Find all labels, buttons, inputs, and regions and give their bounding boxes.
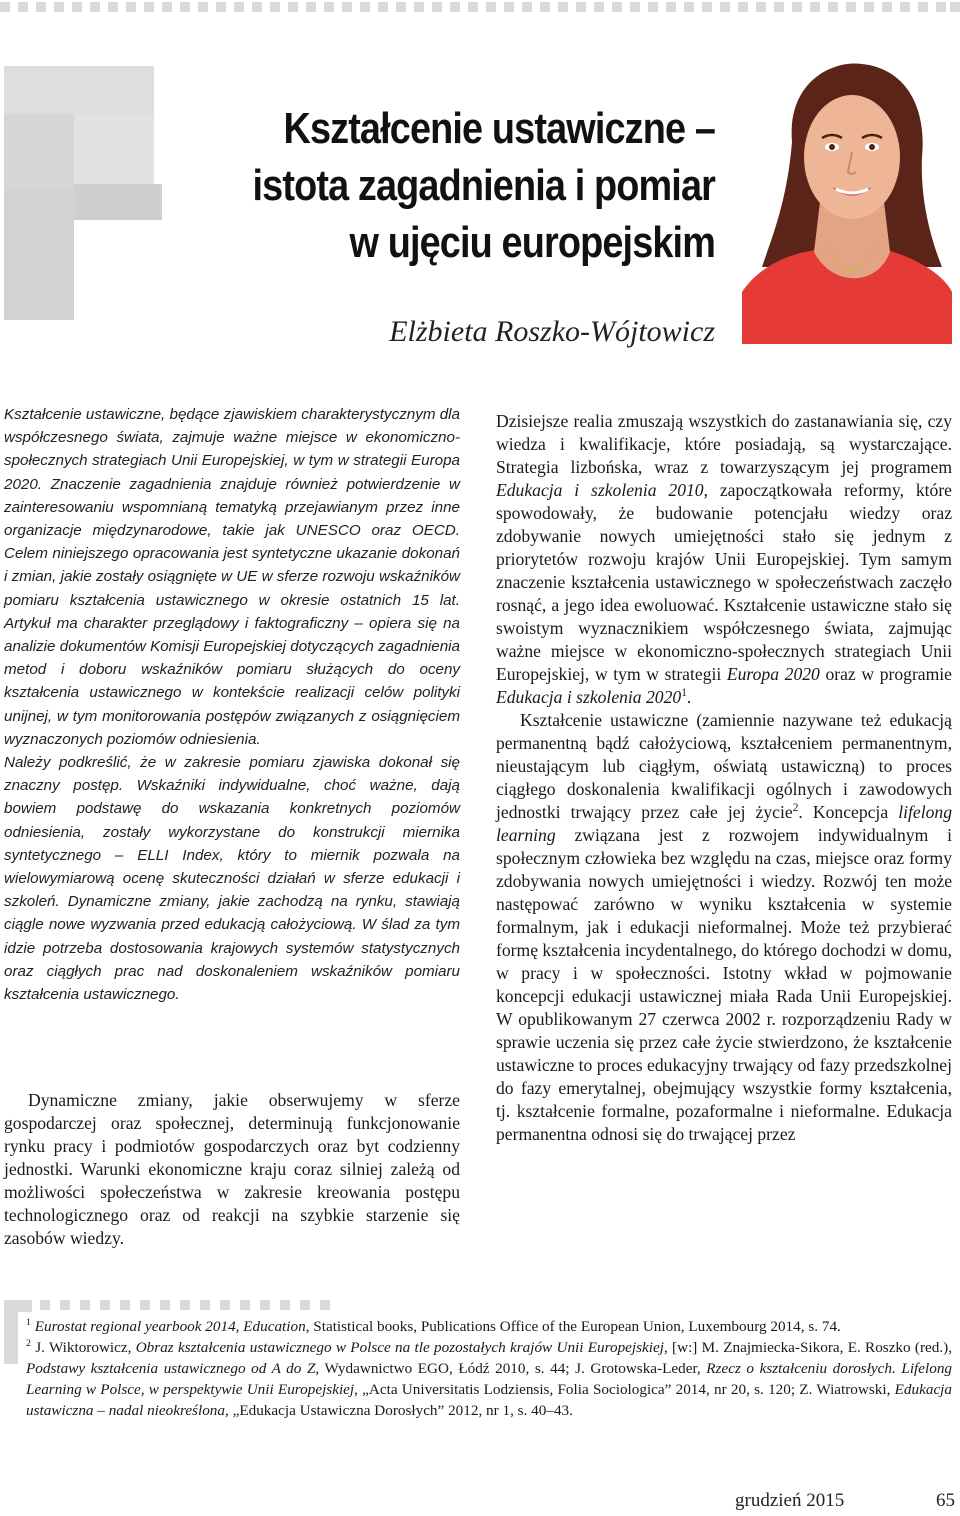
page-number: 65 bbox=[936, 1490, 955, 1511]
decorative-block bbox=[74, 114, 154, 184]
text-run: Kształcenie ustawiczne (zamiennie nazywane też edukacją permanentną bądź całożyciową, kształceniem permanentnym, nieustającym lub ciągłym, oświatą ustawiczną) to proces ciągłego doskonalenia kwalifikacji ogólnych i zawodowych jednostki trwający przez całe jej życie bbox=[496, 710, 952, 822]
text-run: J. Wiktorowicz, bbox=[35, 1339, 136, 1356]
text-run: , Statistical books, Publications Office of the European Union, Luxembourg 2014, s. 74. bbox=[305, 1318, 841, 1335]
text-run: . bbox=[686, 687, 692, 707]
text-run-italic: Obraz kształcenia ustawicznego w Polsce na tle pozostałych krajów Unii Europejskiej bbox=[135, 1339, 664, 1356]
text-run-italic: Edukacja i szkolenia 2020 bbox=[496, 687, 682, 707]
body-paragraph bbox=[496, 709, 952, 1146]
text-run: . Koncepcja bbox=[798, 802, 899, 822]
body-right-column bbox=[496, 410, 952, 1146]
portrait-illustration bbox=[742, 52, 952, 344]
article-title: Kształcenie ustawiczne – istota zagadnienia i pomiar w ujęciu europejskim bbox=[252, 104, 715, 267]
footnote-ref: 1 bbox=[681, 687, 687, 700]
text-run-italic: Edukacja ustawiczna – nadal nieokreślona bbox=[26, 1381, 952, 1419]
body-paragraph: Dynamiczne zmiany, jakie obserwujemy w sferze gospodarczej oraz społecznej, determinują funkcjonowanie rynku pracy i podmiotów gospodarczych oraz byt codzienny jednostki. Warunki ekonomiczne kraju coraz silniej zależą od możliwości społeczeństwa w zakresie kreowania postępu technologicznego oraz od reakcji na szybkie starzenie się zasobów wiedzy. bbox=[4, 1090, 460, 1248]
decorative-block bbox=[4, 66, 154, 114]
text-run-italic: Europa 2020 bbox=[726, 664, 820, 684]
author-photo bbox=[742, 52, 952, 344]
body-left-column bbox=[4, 1089, 460, 1250]
decorative-block bbox=[4, 1312, 18, 1364]
text-run-italic: Eurostat regional yearbook 2014, Education bbox=[34, 1318, 306, 1335]
text-run-italic: lifelong learning bbox=[496, 802, 952, 845]
text-run: związana jest z rozwojem indywidualnym i społecznym człowieka bez względu na czas, miejsce oraz formy zdobywania nowych umiejętności i wiedzy. Rozwój ten może następować zarówno w wyniku kształcenia w systemie formalnym, jak i edukacji nieformalnej. Może też przybierać formę kształcenia incydentalnego, do którego dochodzi w domu, w pracy i w społeczności. Istotny wkład w pojmowanie koncepcji edukacji ustawicznej miała Rada Unii Europejskiej. W opublikowanym 27 czerwca 2002 r. rozporządzeniu Rady w sprawie uczenia się przez całe życie stwierdzono, że kształcenie ustawiczne to proces edukacyjny trwający od fazy przedszkolnej do fazy emerytalnej, obejmujący wszystkie formy kształcenia, tj. kształcenie formalne, pozaformalne i nieformalne. Edukacja permanentna odnosi się do trwającej przez bbox=[496, 825, 952, 1144]
text-run: , zapoczątkowała reformy, które spowodowały, że budowanie potencjału wiedzy oraz zdobywanie nowych umiejętności stało się jednym z priorytetów rozwoju krajów Unii Europejskiej. Tym samym znaczenie kształcenia ustawicznego w społeczeństwach zaczęło rosnąć, a jego idea ewoluować. Kształcenie ustawiczne stało się swoistym wyznacznikiem współczesnego świata, zajmując ważne miejsce w ekonomiczno-społecznych strategiach Unii Europejskiej, w tym w strategii bbox=[496, 480, 952, 684]
body-paragraph bbox=[496, 410, 952, 709]
footnote-1 bbox=[26, 1316, 952, 1337]
text-run: , „Acta Universitatis Lodziensis, Folia Sociologica” 2014, nr 20, s. 120; Z. Wiatrowski, bbox=[354, 1381, 895, 1398]
footnote-2 bbox=[26, 1337, 952, 1421]
page-footer bbox=[735, 1490, 957, 1512]
text-run: , Wydawnictwo EGO, Łódź 2010, s. 44; J. Grotowska-Leder, bbox=[315, 1360, 707, 1377]
footnote-ref: 2 bbox=[792, 802, 799, 815]
text-run: , [w:] M. Znajmiecka-Sikora, E. Roszko (red.), bbox=[663, 1339, 953, 1356]
abstract-paragraph: Należy podkreślić, że w zakresie pomiaru zjawiska dokonał się znaczny postęp. Wskaźniki indywidualne, choć ważne, dają bowiem podstawę do wskazania konkretnych poziomów odniesienia, zostały wykorzystane do konstrukcji miernika syntetycznego – ELLI Index, który to miernik pozwala na wielowymiarową ocenę skuteczności działań w sferze edukacji i szkoleń. Dynamiczne zmiany, jakie zachodzą na rynku, stawiają ciągle nowe wyzwania przed edukacją całożyciową. W ślad za tym idzie potrzeba dostosowania krajowych systemów statystycznych oraz ciągłych prac nad doskonaleniem wskaźników pomiaru kształcenia ustawicznego. bbox=[4, 754, 460, 1004]
article-abstract bbox=[4, 403, 460, 1006]
footnote-number: 2 bbox=[26, 1337, 31, 1349]
footnote-decorative-strip bbox=[4, 1300, 344, 1312]
top-decorative-strip bbox=[0, 0, 960, 14]
text-run: , „Edukacja Ustawiczna Dorosłych” 2012, nr 1, s. 40–43. bbox=[224, 1402, 573, 1419]
footnotes bbox=[26, 1316, 952, 1421]
abstract-paragraph: Kształcenie ustawiczne, będące zjawiskiem charakterystycznym dla współczesnego świata, zajmuje ważne miejsce w ekonomiczno-społecznych strategiach Unii Europejskiej, w tym w strategii Europa 2020. Znaczenie zagadnienia znajduje również potwierdzenie w zainteresowaniu wspomnianą tematyką przejawianym przez inne organizacje międzynarodowe, takie jak UNESCO oraz OECD. Celem niniejszego opracowania jest syntetyczne ukazanie dokonań i zmian, jakie zostały osiągnięte w UE w sferze rozwoju wskaźników pomiaru kształcenia ustawicznego w okresie ostatnich 15 lat. Artykuł ma charakter przeglądowy i faktograficzny – opiera się na analizie dokumentów Komisji Europejskiej dotyczących zagadnienia metod i doboru wskaźników pomiaru służących do oceny kształcenia ustawicznego w kontekście realizacji celów polityki unijnej, w tym monitorowania postępów związanych z osiągnięciem wyznaczonych poziomów odniesienia. bbox=[4, 406, 460, 748]
decorative-block bbox=[74, 184, 162, 220]
text-run: Dzisiejsze realia zmuszają wszystkich do zastanawiania się, czy wiedza i kwalifikacje, które posiadają, są wystarczające. Strategia lizbońska, wraz z towarzyszącym jej programem bbox=[496, 411, 952, 477]
footnote-number: 1 bbox=[26, 1316, 31, 1328]
text-run-italic: Rzecz o kształceniu dorosłych. Lifelong Learning w Polsce, w perspektywie Unii Europejskiej bbox=[26, 1360, 953, 1398]
text-run: oraz w programie bbox=[819, 664, 952, 684]
article-author: Elżbieta Roszko-Wójtowicz bbox=[389, 315, 715, 348]
text-run-italic: Podstawy kształcenia ustawicznego od A do Z bbox=[26, 1360, 316, 1377]
text-run-italic: Edukacja i szkolenia 2010 bbox=[496, 480, 704, 500]
issue-date: grudzień 2015 bbox=[735, 1490, 845, 1511]
decorative-block bbox=[4, 190, 74, 320]
